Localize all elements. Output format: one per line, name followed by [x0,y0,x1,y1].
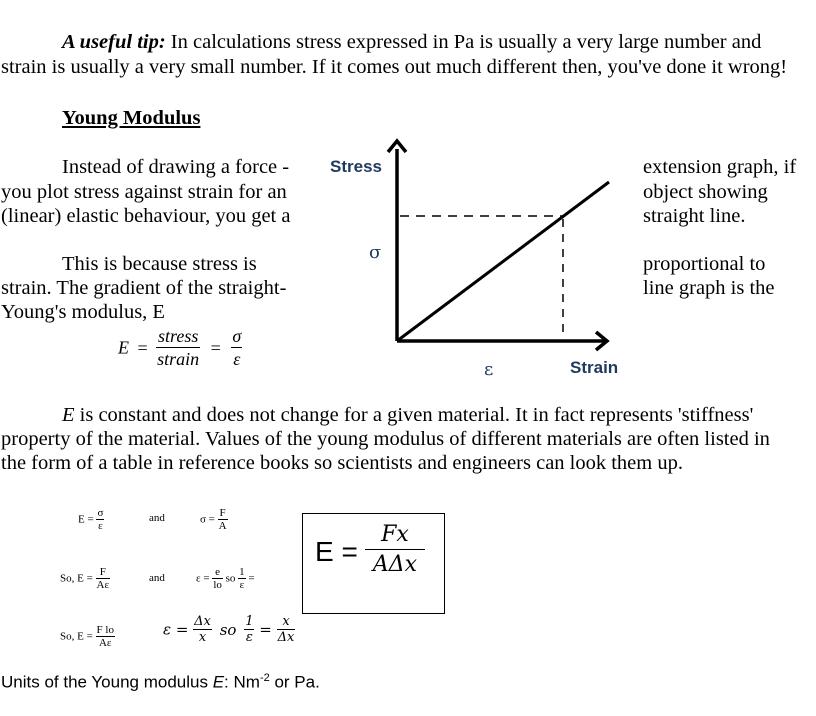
y-axis-label: Stress [330,157,382,176]
stress-strain-fraction: $\frac{\text{stress}}{\text{strain}}$ [157,326,200,369]
derivation-row-2-b: ε = $\frac{e}{lo}$ so $\frac{1}{\varepsilon}$ = [196,566,255,591]
derivation-row-1-b: σ = $\frac{F}{A}$ [200,507,227,532]
para1-left-1: Instead of drawing a force - [62,156,290,178]
para3-line-1: E is constant and does not change for a given material. It in fact represents 'stiffness' [62,404,754,426]
para1-right-1: extension graph, if [643,156,797,178]
tip-label: A useful tip: [62,31,166,53]
derivation-row-3: So, E = $\frac{\text{F lo}}{A\varepsilon}$ [60,624,114,649]
derivation-row-3-b: ε = $\frac{\Delta x}{x}$ so $\frac{1}{\varepsilon}$ = $\frac{x}{\Delta x}$ [163,614,295,645]
stress-strain-line [397,182,609,341]
para3-line-3: the form of a table in reference books so scientists and engineers can look them up. [1,452,683,474]
para2-left-2: strain. The gradient of the straight- [1,277,287,299]
derivation-row-1: E = $\frac{\sigma}{\varepsilon}$ [78,507,104,532]
para2-left-3: Young's modulus, E [1,301,165,323]
para2-left-1: This is because stress is [62,253,257,275]
derivation-row-2: So, E = $\frac{F}{A\varepsilon}$ [60,566,110,591]
x-axis-label: Strain [570,358,619,377]
para1-left-3: (linear) elastic behaviour, you get a [1,205,291,227]
para1-right-3: straight line. [643,205,746,227]
units-line: Units of the Young modulus E: $Nm^{-2}$ or Pa. [1,672,320,692]
young-modulus-formula: E = $\frac{\text{stress}}{\text{strain}}$ = $\frac{\sigma}{\varepsilon}$ [118,326,242,369]
tip-line-1: A useful tip: In calculations stress expressed in Pa is usually a very large number and [62,31,762,53]
sigma-epsilon-fraction: $\frac{\sigma}{\varepsilon}$ [232,326,242,369]
boxed-formula [302,513,445,614]
para1-left-2: you plot stress against strain for an [1,181,287,203]
tip-line-2: strain is usually a very small number. If it comes out much different then, you've done it wrong! [1,56,788,78]
derivation-and-1: and [149,512,165,524]
sigma-label: σ [369,242,382,263]
derivation-and-2: and [149,572,165,584]
para2-right-2: line graph is the [643,277,775,299]
stress-strain-graph [320,135,640,385]
para1-right-2: object showing [643,181,768,203]
boxed-formula-fraction: Fx AΔx [365,522,425,577]
boxed-formula-lhs: E = [315,536,358,567]
epsilon-label: ε [484,359,494,380]
para3-line-2: property of the material. Values of the young modulus of different materials are often listed in [1,428,770,450]
section-heading: Young Modulus [62,107,201,129]
para2-right-1: proportional to [643,253,766,275]
